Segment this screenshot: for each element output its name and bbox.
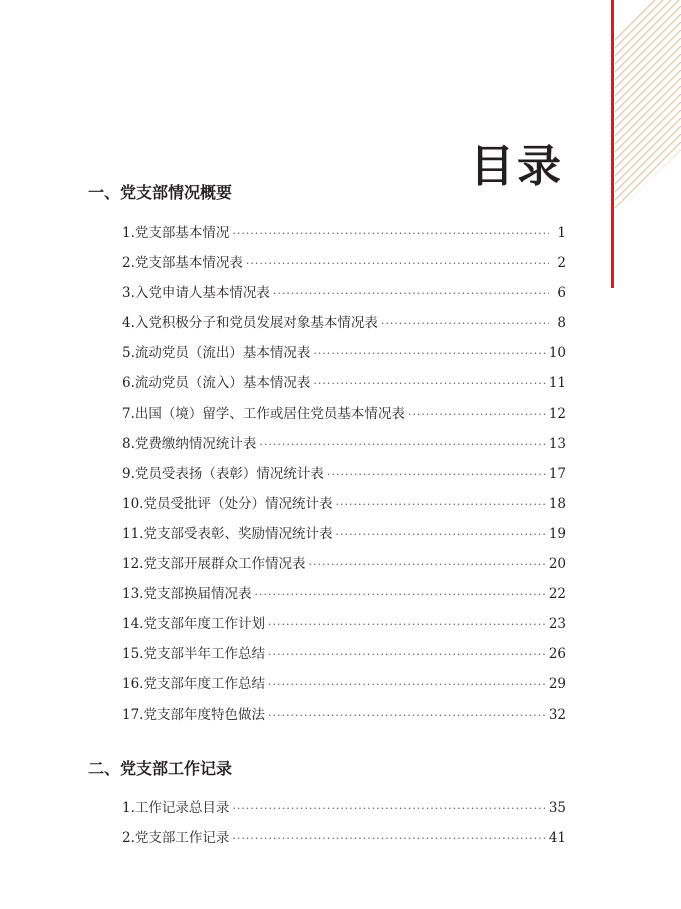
dot-leader [313,344,545,364]
toc-entry-title: 4.入党积极分子和党员发展对象基本情况表 [122,315,378,332]
toc-entry-title: 6.流动党员（流入）基本情况表 [122,375,311,392]
toc-entry-page: 20 [548,556,566,573]
toc-list-work-records [122,798,566,858]
dot-leader [232,799,545,819]
toc-entry[interactable] [122,343,566,373]
toc-entry[interactable] [122,798,566,828]
toc-entry[interactable] [122,494,566,524]
corner-stripe-decoration [611,0,681,290]
toc-entry-title: 8.党费缴纳情况统计表 [122,435,257,452]
dot-leader [268,706,546,726]
dot-leader [254,585,545,605]
toc-entry-page: 17 [548,465,566,482]
toc-entry-page: 19 [548,525,566,542]
toc-entry-page: 2 [557,255,566,272]
toc-entry-title: 13.党支部换届情况表 [122,586,252,603]
toc-entry-title: 5.流动党员（流出）基本情况表 [122,345,311,362]
toc-entry-page: 11 [548,375,566,392]
toc-entry-page: 13 [548,435,566,452]
dot-leader [313,374,545,394]
page-title: 目录 [470,141,564,192]
toc-entry-title: 2.党支部工作记录 [122,830,230,847]
toc-entry-title: 3.入党申请人基本情况表 [122,285,270,302]
toc-entry-page: 10 [548,345,566,362]
dot-leader [268,675,546,695]
toc-entry-page: 18 [548,495,566,512]
toc-entry-page: 26 [548,646,566,663]
toc-entry-title: 12.党支部开展群众工作情况表 [122,556,306,573]
toc-entry-title: 1.工作记录总目录 [122,800,230,816]
toc-entry[interactable] [122,584,566,614]
toc-entry-page: 8 [557,315,566,332]
dot-leader [408,405,546,425]
toc-entry[interactable] [122,705,566,735]
toc-entry-title: 2.党支部基本情况表 [122,255,243,272]
dot-leader [232,829,545,849]
toc-entry[interactable] [122,554,566,584]
toc-entry-title: 11.党支部受表彰、奖励情况统计表 [122,525,333,542]
dot-leader [335,495,545,515]
dot-leader [246,254,549,274]
toc-entry[interactable] [122,828,566,858]
toc-entry-page: 35 [548,800,566,816]
toc-list-overview [122,223,566,735]
dot-leader [268,645,546,665]
toc-entry-page: 41 [548,830,566,847]
toc-entry-title: 16.党支部年度工作总结 [122,676,265,693]
section-heading-overview: 一、党支部情况概要 [88,183,233,202]
toc-entry-title: 15.党支部半年工作总结 [122,646,265,663]
toc-entry[interactable] [122,283,566,313]
dot-leader [232,224,549,244]
toc-entry-page: 1 [557,225,566,241]
toc-entry-title: 17.党支部年度特色做法 [122,706,265,723]
toc-entry-title: 9.党员受表扬（表彰）情况统计表 [122,465,324,482]
toc-entry[interactable] [122,313,566,343]
section-heading-work-records: 二、党支部工作记录 [88,759,233,778]
toc-entry[interactable] [122,434,566,464]
dot-leader [308,555,545,575]
toc-entry[interactable] [122,253,566,283]
dot-leader [381,314,549,334]
toc-entry-title: 1.党支部基本情况 [122,225,230,241]
toc-entry[interactable] [122,404,566,434]
toc-entry[interactable] [122,464,566,494]
toc-entry[interactable] [122,614,566,644]
toc-entry-page: 22 [548,586,566,603]
toc-entry-title: 10.党员受批评（处分）情况统计表 [122,495,333,512]
dot-leader [327,465,546,485]
dot-leader [335,525,545,545]
toc-entry[interactable] [122,223,566,253]
toc-entry-title: 14.党支部年度工作计划 [122,616,265,633]
toc-entry-page: 6 [557,285,566,302]
toc-entry[interactable] [122,644,566,674]
toc-entry[interactable] [122,674,566,704]
toc-entry-page: 29 [548,676,566,693]
dot-leader [268,615,546,635]
toc-entry-title: 7.出国（境）留学、工作或居住党员基本情况表 [122,405,405,422]
toc-entry-page: 32 [548,706,566,723]
toc-entry[interactable] [122,524,566,554]
toc-entry-page: 23 [548,616,566,633]
toc-entry[interactable] [122,373,566,403]
dot-leader [259,435,545,455]
toc-entry-page: 12 [548,405,566,422]
dot-leader [273,284,549,304]
red-vertical-bar [611,0,614,288]
